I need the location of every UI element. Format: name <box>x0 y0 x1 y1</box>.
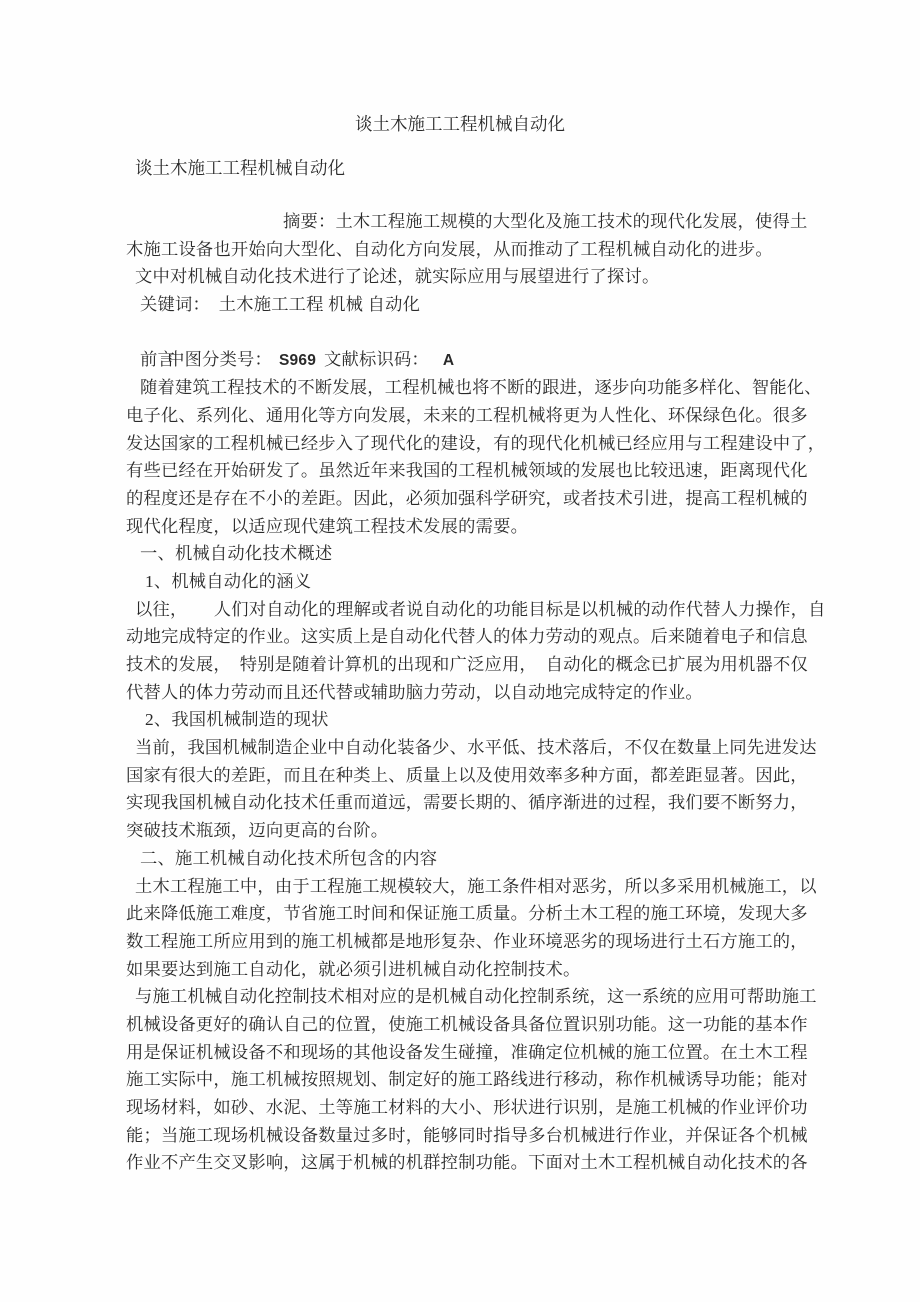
text-line: 用是保证机械设备不和现场的其他设备发生碰撞，准确定位机械的施工位置。在土木工程 <box>126 1042 808 1062</box>
section-1-1-heading: 1、机械自动化的涵义 <box>145 571 312 591</box>
text-line: 代替人的体力劳动而且还代替或辅助脑力劳动，以自动地完成特定的作业。 <box>126 682 703 702</box>
text-line: 电子化、系列化、通用化等方向发展，未来的工程机械将更为人性化、环保绿色化。很多 <box>126 405 808 425</box>
document-subtitle: 谈土木施工工程机械自动化 <box>135 158 345 178</box>
text-line: 如果要达到施工自动化，就必须引进机械自动化控制技术。 <box>126 959 581 979</box>
text-line: 技术的发展， 特别是随着计算机的出现和广泛应用， 自动化的概念已扩展为用机器不仅 <box>126 655 808 674</box>
section-1-2-heading: 2、我国机械制造的现状 <box>145 710 329 730</box>
text-line: 有些已经在开始研发了。虽然近年来我国的工程机械领域的发展也比较迅速，距离现代化 <box>126 461 808 481</box>
abstract-line-3: 文中对机械自动化技术进行了论述，就实际应用与展望进行了探讨。 <box>135 267 660 287</box>
text-line: 施工实际中，施工机械按照规划、制定好的施工路线进行移动，称作机械诱导功能；能对 <box>126 1070 808 1090</box>
abstract-line-2: 木施工设备也开始向大型化、自动化方向发展，从而推动了工程机械自动化的进步。 <box>126 239 773 259</box>
text-line: 现代化程度，以适应现代建筑工程技术发展的需要。 <box>126 516 529 536</box>
text-line: 动地完成特定的作业。这实质上是自动化代替人的体力劳动的观点。后来随着电子和信息 <box>126 627 808 647</box>
section-1-heading: 一、机械自动化技术概述 <box>140 544 333 564</box>
text-line: 的程度还是存在不小的差距。因此，必须加强科学研究，或者技术引进，提高工程机械的 <box>126 488 808 508</box>
text-line: 机械设备更好的确认自己的位置，使施工机械设备具备位置识别功能。这一功能的基本作 <box>126 1014 808 1034</box>
text-line: 现场材料，如砂、水泥、土等施工材料的大小、形状进行识别，是施工机械的作业评价功 <box>126 1098 808 1117</box>
section-2-heading: 二、施工机械自动化技术所包含的内容 <box>140 848 438 868</box>
keywords-line: 关键词： 土木施工工程 机械 自动化 <box>140 295 421 315</box>
classification-label: 中图分类号： <box>167 350 273 370</box>
text-line: 实现我国机械自动化技术任重而道远，需要长期的、循序渐进的过程，我们要不断努力， <box>126 793 808 813</box>
text-line: 数工程施工所应用到的施工机械都是地形复杂、作业环境恶劣的现场进行土石方施工的， <box>126 931 808 951</box>
text-line: 国家有很大的差距，而且在种类上、质量上以及使用效率多种方面，都差距显著。因此， <box>126 765 808 785</box>
text-line: 随着建筑工程技术的不断发展，工程机械也将不断的跟进，逐步向功能多样化、智能化、 <box>140 378 822 398</box>
text-line: 与施工机械自动化控制技术相对应的是机械自动化控制系统，这一系统的应用可帮助施工 <box>135 987 817 1007</box>
classification-code: S969 <box>279 352 317 370</box>
text-line: 土木工程施工中，由于工程施工规模较大，施工条件相对恶劣，所以多采用机械施工，以 <box>135 876 817 896</box>
text-line: 当前，我国机械制造企业中自动化装备少、水平低、技术落后，不仅在数量上同先进发达 <box>135 738 817 758</box>
text-line: 作业不产生交叉影响，这属于机械的机群控制功能。下面对土木工程机械自动化技术的各 <box>126 1153 808 1173</box>
foreword-heading: 前言 <box>140 350 175 370</box>
identifier-value: A <box>442 352 455 370</box>
text-line: 能；当施工现场机械设备数量过多时，能够同时指导多台机械进行作业，并保证各个机械 <box>126 1125 808 1145</box>
document-title: 谈土木施工工程机械自动化 <box>355 114 565 134</box>
text-line: 此来降低施工难度，节省施工时间和保证施工质量。分析土木工程的施工环境，发现大多 <box>126 904 808 924</box>
text-line: 突破技术瓶颈，迈向更高的台阶。 <box>126 821 389 841</box>
identifier-label: 文献标识码： <box>324 350 429 370</box>
text-line: 以往， 人们对自动化的理解或者说自动化的功能目标是以机械的动作代替人力操作，自 <box>135 599 826 619</box>
document-body <box>126 208 826 1177</box>
abstract-line-1: 摘要：土木工程施工规模的大型化及施工技术的现代化发展，使得土 <box>283 212 808 231</box>
text-line: 发达国家的工程机械已经步入了现代化的建设，有的现代化机械已经应用与工程建设中了， <box>126 433 826 453</box>
